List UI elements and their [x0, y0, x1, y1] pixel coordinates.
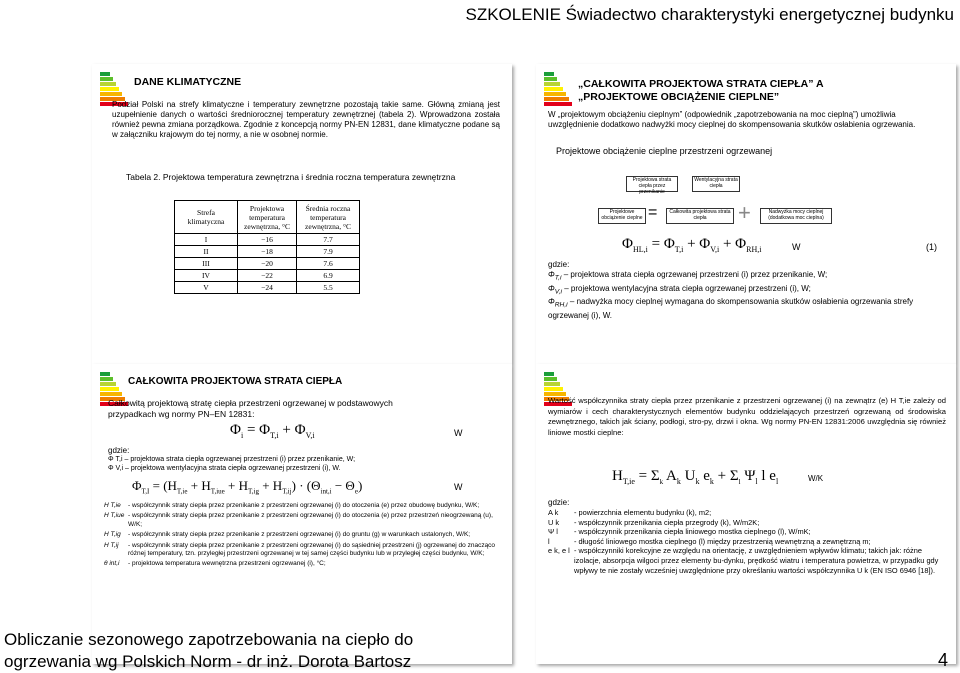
- equation-transmission: $\Phi_{T,I} = (H_{T,ie} + H_{T,iue} + H_{T,ig} + H_{T,ij}) \cdot (\Theta_{int,i} - \Theta_e)$: [132, 478, 363, 496]
- symbol-sub: RH,i: [554, 301, 568, 309]
- slide-wspolczynnik: [536, 364, 956, 664]
- slide-title: DANE KLIMATYCZNE: [134, 76, 242, 88]
- symbol: θ int,i: [104, 560, 120, 568]
- gdzie-label: gdzie:: [548, 260, 570, 269]
- definition-line: Φ T,i – projektowa strata ciepła ogrzewanej przestrzeni (i) przez przenikanie, W;: [108, 456, 356, 463]
- definition-text: projektowa strata ciepła ogrzewanej przestrzeni (i) przez przenikanie, W;: [570, 270, 828, 279]
- definition-text: - projektowa temperatura wewnętrzna przestrzeni ogrzewanej (i), °C;: [128, 560, 326, 568]
- diagram-box: Projektowe obciążenie cieplne: [598, 208, 646, 224]
- table-header: Strefa klimatyczna: [175, 201, 238, 234]
- table-cell: II: [175, 246, 238, 258]
- subtitle: Projektowe obciążenie cieplne przestrzeni ogrzewanej: [556, 146, 773, 156]
- slide-obciazenie: [536, 64, 956, 364]
- table-cell: 7.7: [297, 234, 360, 246]
- table-header: Średnia roczna temperatura zewnętrzna, °C: [297, 201, 360, 234]
- definition-text: - współczynnik straty ciepła przez przenikanie z przestrzeni ogrzewanej (i) do sąsiedniej przestrzeni (j) ogrzewanej do znacząco różnej temperatury, tzn. przyległej przestrzeni ogrzewanej w tej samej części budynku lub w przyległej części budynku, W/K;: [128, 541, 496, 558]
- definition-text: nadwyżka mocy cieplnej wymagana do skompensowania skutków osłabienia ogrzewania strefy ogrzewanej (i), W.: [548, 297, 914, 320]
- diagram-box: Wentylacyjna strata ciepła: [692, 176, 740, 192]
- equation-sum: $\Phi_i = \Phi_{T,i} + \Phi_{V,i}$: [230, 422, 315, 440]
- page-number: 4: [937, 650, 948, 670]
- symbol: A k: [548, 508, 559, 517]
- definition-line: Φ V,i – projektowa wentylacyjna strata ciepła ogrzewanej przestrzeni (i), W.: [108, 465, 341, 472]
- equation-unit: W: [454, 428, 463, 438]
- slide-title-line2: „PROJEKTOWE OBCIĄŻENIE CIEPLNE”: [578, 91, 780, 103]
- diagram-box: Nadwyżka mocy cieplnej (dodatkowa moc cieplna): [760, 208, 832, 224]
- definitions: [548, 508, 946, 575]
- table-cell: IV: [175, 270, 238, 282]
- table-cell: −22: [238, 270, 297, 282]
- definitions-h: [104, 502, 504, 571]
- equation-unit: W: [792, 242, 801, 252]
- gdzie-label: gdzie:: [108, 446, 130, 455]
- symbol-sub: T,i: [554, 274, 562, 282]
- table-cell: I: [175, 234, 238, 246]
- symbol: H T,iue: [104, 512, 125, 520]
- symbol: l: [548, 536, 550, 546]
- gdzie-label: gdzie:: [548, 498, 570, 507]
- symbol: H T,ig: [104, 531, 121, 539]
- equation-number: (1): [926, 242, 937, 252]
- plus-sign: +: [738, 200, 751, 225]
- definition-text: - współczynniki korekcyjne ze względu na orientację, z uwzględnieniem wpływów klimatu; takich jak: różne izolacje, absorpcja wilgoci przez elementy bu-dynku, prędkość wiatru i temperatura powietrza, w przypadku gdy wpływy te nie zostały wcześniej uwzględnione przy określaniu wartości współczynnika U k (EN ISO 6946 [18]).: [574, 546, 939, 575]
- diagram-box: Projektowa strata ciepła przez przenikanie: [626, 176, 678, 192]
- definition-text: - współczynnik straty ciepła przez przenikanie z przestrzeni ogrzewanej (i) do otoczenia (e) przez obudowę budynku, W/K;: [128, 502, 480, 509]
- table-cell: −24: [238, 282, 297, 294]
- slide-klimatyczne: [92, 64, 512, 364]
- table-header: Projektowa temperatura zewnętrzna, °C: [238, 201, 297, 234]
- symbol: H T,ie: [104, 502, 121, 509]
- table-cell: −16: [238, 234, 297, 246]
- table-cell: −20: [238, 258, 297, 270]
- table-cell: 5.5: [297, 282, 360, 294]
- definition-text: - współczynnik straty ciepła przez przenikanie z przestrzeni ogrzewanej (i) do otoczenia (e) przez przestrzeń nieogrzewaną (u), W/K;: [128, 512, 493, 528]
- equation-unit: W/K: [808, 474, 824, 483]
- equation-unit: W: [454, 482, 463, 492]
- table-caption: Tabela 2. Projektowa temperatura zewnętrzna i średnia roczna temperatura zewnętrzna: [126, 172, 456, 182]
- slide-calkowita-strata: [92, 364, 512, 664]
- intro: Całkowitą projektową stratę ciepła przestrzeni ogrzewanej w podstawowych przypadkach wg normy PN–EN 12831:: [108, 398, 393, 419]
- footer-line: ogrzewania wg Polskich Norm - dr inż. Dorota Bartosz: [4, 652, 412, 671]
- table-cell: III: [175, 258, 238, 270]
- equals-sign: =: [648, 204, 658, 221]
- symbol-sub: V,i: [554, 288, 562, 296]
- symbol: Φ: [548, 270, 555, 279]
- table-cell: 7.6: [297, 258, 360, 270]
- table-cell: 7.9: [297, 246, 360, 258]
- table-cell: −18: [238, 246, 297, 258]
- page-header: SZKOLENIE Świadectwo charakterystyki energetycznej budynku: [465, 5, 954, 24]
- definition-text: projektowa wentylacyjna strata ciepła ogrzewanej przestrzeni (i), W;: [570, 283, 811, 293]
- definition-text: - powierzchnia elementu budynku (k), m2;: [574, 508, 712, 517]
- footer: [4, 629, 413, 673]
- paragraph: Wartość współczynnika straty ciepła przez przenikanie z przestrzeni ogrzewanej (i) na zewnątrz (e) H T,ie zależy od wymiarów i cech charakterystycznych elementów budynku oddzielających przestrzeń ogrzewaną od środowiska zewnętrznego, takich jak ściany, podłogi, stro-py, drzwi i okna. Wg normy PN-EN 12831:2006 uwzględnia się również liniowe mostki cieplne:: [548, 396, 946, 437]
- symbol: Ψ l: [548, 527, 558, 537]
- definitions: [108, 455, 488, 473]
- slide-title-line1: „CAŁKOWITA PROJEKTOWA STRATA CIEPŁA” A: [578, 78, 824, 90]
- definition-text: - współczynnik straty ciepła przez przenikanie z przestrzeni ogrzewanej (i) do gruntu (g) w warunkach ustalonych, W/K;: [128, 531, 471, 539]
- symbol: e k, e l: [548, 546, 570, 556]
- slide-title: CAŁKOWITA PROJEKTOWA STRATA CIEPŁA: [128, 376, 343, 387]
- equation-hte: $H_{T,ie} = \Sigma_k$ $A_k$ $U_k$ $e_k + \Sigma_l$ $\Psi_l$ l $e_l$: [612, 468, 779, 486]
- symbol: Φ: [548, 297, 555, 307]
- energy-label-icon: [544, 72, 572, 107]
- footer-line: Obliczanie sezonowego zapotrzebowania na ciepło do: [4, 630, 414, 649]
- definition-text: - współczynnik przenikania ciepła liniowego mostka cieplnego (l), W/mK;: [574, 527, 811, 537]
- paragraph: W „projektowym obciążeniu cieplnym” (odpowiednik „zapotrzebowania na moc cieplną”) umożliwia uwzględnienie dodatkowo nadwyżki mocy cieplnej do skompensowania skutków osłabienia ogrzewania.: [548, 110, 916, 129]
- table-cell: 6.9: [297, 270, 360, 282]
- symbol: U k: [548, 517, 560, 527]
- diagram-box: Całkowita projektowa strata ciepła: [666, 208, 734, 224]
- table-cell: V: [175, 282, 238, 294]
- climate-table: [174, 200, 360, 294]
- paragraph: Podział Polski na strefy klimatyczne i temperatury zewnętrzne pozostają takie same. Główną zmianą jest uzupełnienie danych o wartości średniorocznej temperatury zewnętrznej (tabela 2). Wprowadzona została również pewna zmiana porządkowa. Zgodnie z koncepcją normy PN-EN 12831, dane klimatyczne podane są w załączniku krajowym do tej normy, a nie w osobnej normie.: [112, 100, 500, 139]
- symbol: Φ: [548, 283, 555, 293]
- equation-1: $\Phi_{HL,i} = \Phi_{T,i} + \Phi_{V,i} + \Phi_{RH,i}$: [622, 236, 762, 254]
- definition-text: - długość liniowego mostka cieplnego (l) między przestrzenią wewnętrzną a zewnętrzną m;: [574, 536, 871, 546]
- symbol: H T,ij: [104, 541, 119, 549]
- definitions: $\Phi_{T,i}$ – projektowa strata ciepła ogrzewanej przestrzeni (i) przez przenikanie, W; $\Phi_{V,i}$ – projektowa wentylacyjna strata ciepła ogrzewanej przestrzeni (i), W; $\Phi_{RH,i}$ – nadwyżka mocy cieplnej wymagana do skompensowania skutków osłabienia ogrzewania strefy ogrzewanej (i), W.: [548, 270, 914, 320]
- definition-text: - współczynnik przenikania ciepła przegrody (k), W/m2K;: [574, 517, 760, 527]
